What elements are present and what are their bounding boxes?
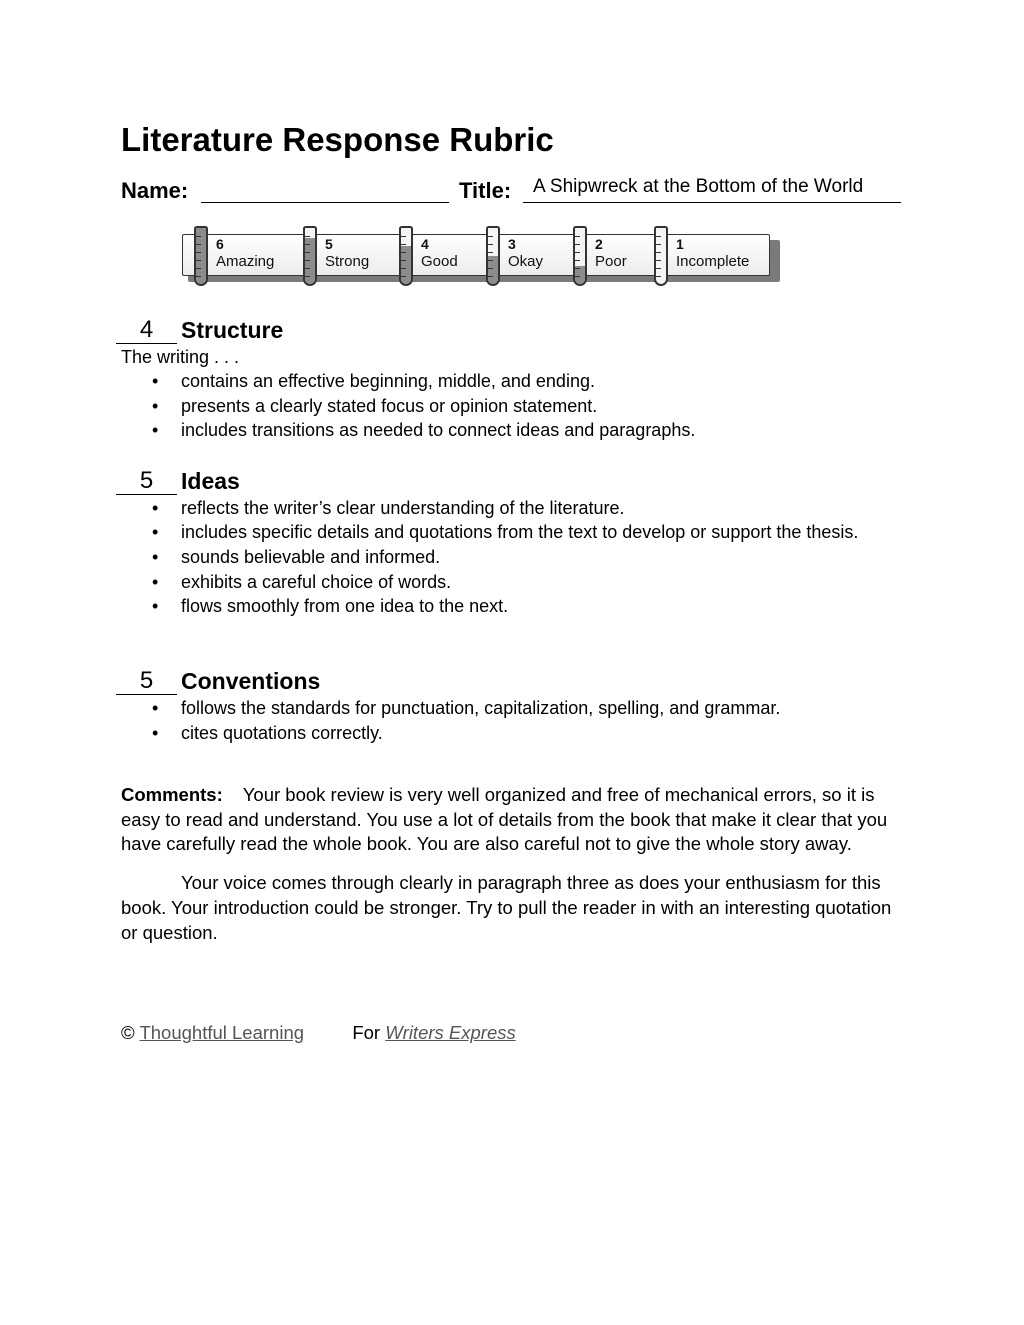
title-field-line — [523, 202, 901, 203]
name-label: Name: — [121, 178, 189, 203]
page-title: Literature Response Rubric — [121, 121, 554, 158]
list-item: • exhibits a careful choice of words. — [181, 570, 921, 595]
list-item: • reflects the writer’s clear understanding of the literature. — [181, 496, 921, 521]
list-item: • includes specific details and quotations from the text to develop or support the thesis. — [181, 521, 921, 544]
gauge-tick — [488, 260, 493, 261]
gauge-tick — [575, 260, 580, 261]
scale-level-number: 3 — [508, 236, 516, 252]
footer — [121, 1022, 516, 1044]
gauge-tick — [305, 268, 310, 269]
gauge-tick — [401, 268, 406, 269]
gauge-tick — [196, 236, 201, 237]
gauge-tick — [488, 276, 493, 277]
criteria-list — [181, 369, 921, 443]
gauge-tick — [656, 268, 661, 269]
gauge-tick — [305, 260, 310, 261]
gauge-tick — [488, 244, 493, 245]
comments-label: Comments: — [121, 784, 223, 805]
comments-paragraph-1 — [121, 783, 901, 857]
gauge-tick — [196, 268, 201, 269]
gauge-tick — [575, 268, 580, 269]
gauge-tick — [575, 236, 580, 237]
gauge-icon-4 — [399, 226, 413, 286]
scale-level-label: Okay — [508, 253, 544, 270]
title-field[interactable]: A Shipwreck at the Bottom of the World — [533, 176, 864, 197]
scale-level-label: Good — [421, 253, 458, 270]
gauge-tick — [488, 252, 493, 253]
gauge-tick — [488, 268, 493, 269]
scale-level-number: 5 — [325, 236, 333, 252]
scale-level-label: Poor — [595, 253, 627, 270]
book-link[interactable]: Writers Express — [385, 1022, 516, 1043]
scale-level-number: 6 — [216, 236, 224, 252]
scale-level-number: 4 — [421, 236, 429, 252]
gauge-tick — [575, 276, 580, 277]
gauge-tick — [656, 244, 661, 245]
list-item: • flows smoothly from one idea to the next. — [181, 594, 921, 619]
scale-level-6 — [216, 236, 274, 270]
section-heading: Conventions — [181, 668, 321, 694]
rating-scale — [180, 226, 784, 290]
list-item: • presents a clearly stated focus or opinion statement. — [181, 394, 921, 419]
scale-level-label: Incomplete — [676, 253, 750, 270]
gauge-tick — [196, 260, 201, 261]
score-field[interactable]: 4 — [116, 316, 177, 344]
gauge-tick — [305, 276, 310, 277]
gauge-icon-1 — [654, 226, 668, 286]
scale-level-label: Amazing — [216, 253, 275, 270]
gauge-icon-3 — [486, 226, 500, 286]
gauge-tick — [575, 244, 580, 245]
gauge-tick — [656, 236, 661, 237]
gauge-tick — [401, 260, 406, 261]
gauge-tick — [305, 236, 310, 237]
gauge-tick — [401, 252, 406, 253]
scale-level-number: 1 — [676, 236, 684, 252]
list-item: • follows the standards for punctuation, capitalization, spelling, and grammar. — [181, 696, 921, 721]
gauge-tick — [196, 252, 201, 253]
list-item: • cites quotations correctly. — [181, 721, 921, 746]
score-field[interactable]: 5 — [116, 467, 177, 495]
scale-level-1 — [676, 236, 749, 270]
gauge-tick — [656, 252, 661, 253]
scale-level-3 — [508, 236, 543, 270]
section-heading: Structure — [181, 317, 284, 343]
criteria-list — [181, 696, 921, 745]
section-heading: Ideas — [181, 468, 240, 494]
comments-text-1: Your book review is very well organized and free of mechanical errors, so it is easy to read and understand. You use a lot of details from the book that make it clear that you have carefully read the whole book. You are also careful not to give the whole story away. — [121, 784, 888, 855]
gauge-tick — [305, 244, 310, 245]
copyright-symbol: © — [121, 1022, 135, 1043]
section-intro: The writing . . . — [121, 347, 240, 367]
scale-level-label: Strong — [325, 253, 370, 270]
scale-level-5 — [325, 236, 369, 270]
comments-paragraph-2: Your voice comes through clearly in paragraph three as does your enthusiasm for this book. Your introduction could be stronger. Try to pull the reader in with an interesting quotation or question. — [121, 872, 892, 943]
gauge-tick — [401, 276, 406, 277]
scale-level-4 — [421, 236, 458, 270]
for-text: For — [352, 1022, 381, 1043]
criteria-list — [181, 496, 921, 619]
list-item: • sounds believable and informed. — [181, 545, 921, 570]
title-label: Title: — [459, 178, 512, 203]
name-field[interactable] — [201, 202, 449, 203]
gauge-tick — [401, 236, 406, 237]
gauge-icon-6 — [194, 226, 208, 286]
gauge-icon-5 — [303, 226, 317, 286]
gauge-tick — [488, 236, 493, 237]
gauge-tick — [656, 260, 661, 261]
scale-level-2 — [595, 236, 627, 270]
gauge-icon-2 — [573, 226, 587, 286]
gauge-tick — [196, 276, 201, 277]
score-field[interactable]: 5 — [116, 667, 177, 695]
list-item: • contains an effective beginning, middle, and ending. — [181, 369, 921, 394]
publisher-link[interactable]: Thoughtful Learning — [139, 1022, 305, 1043]
scale-level-number: 2 — [595, 236, 603, 252]
name-title-row — [121, 174, 901, 206]
gauge-tick — [656, 276, 661, 277]
comments-block — [121, 783, 901, 959]
gauge-tick — [575, 252, 580, 253]
gauge-tick — [305, 252, 310, 253]
list-item: • includes transitions as needed to connect ideas and paragraphs. — [181, 418, 921, 443]
gauge-tick — [401, 244, 406, 245]
gauge-tick — [196, 244, 201, 245]
